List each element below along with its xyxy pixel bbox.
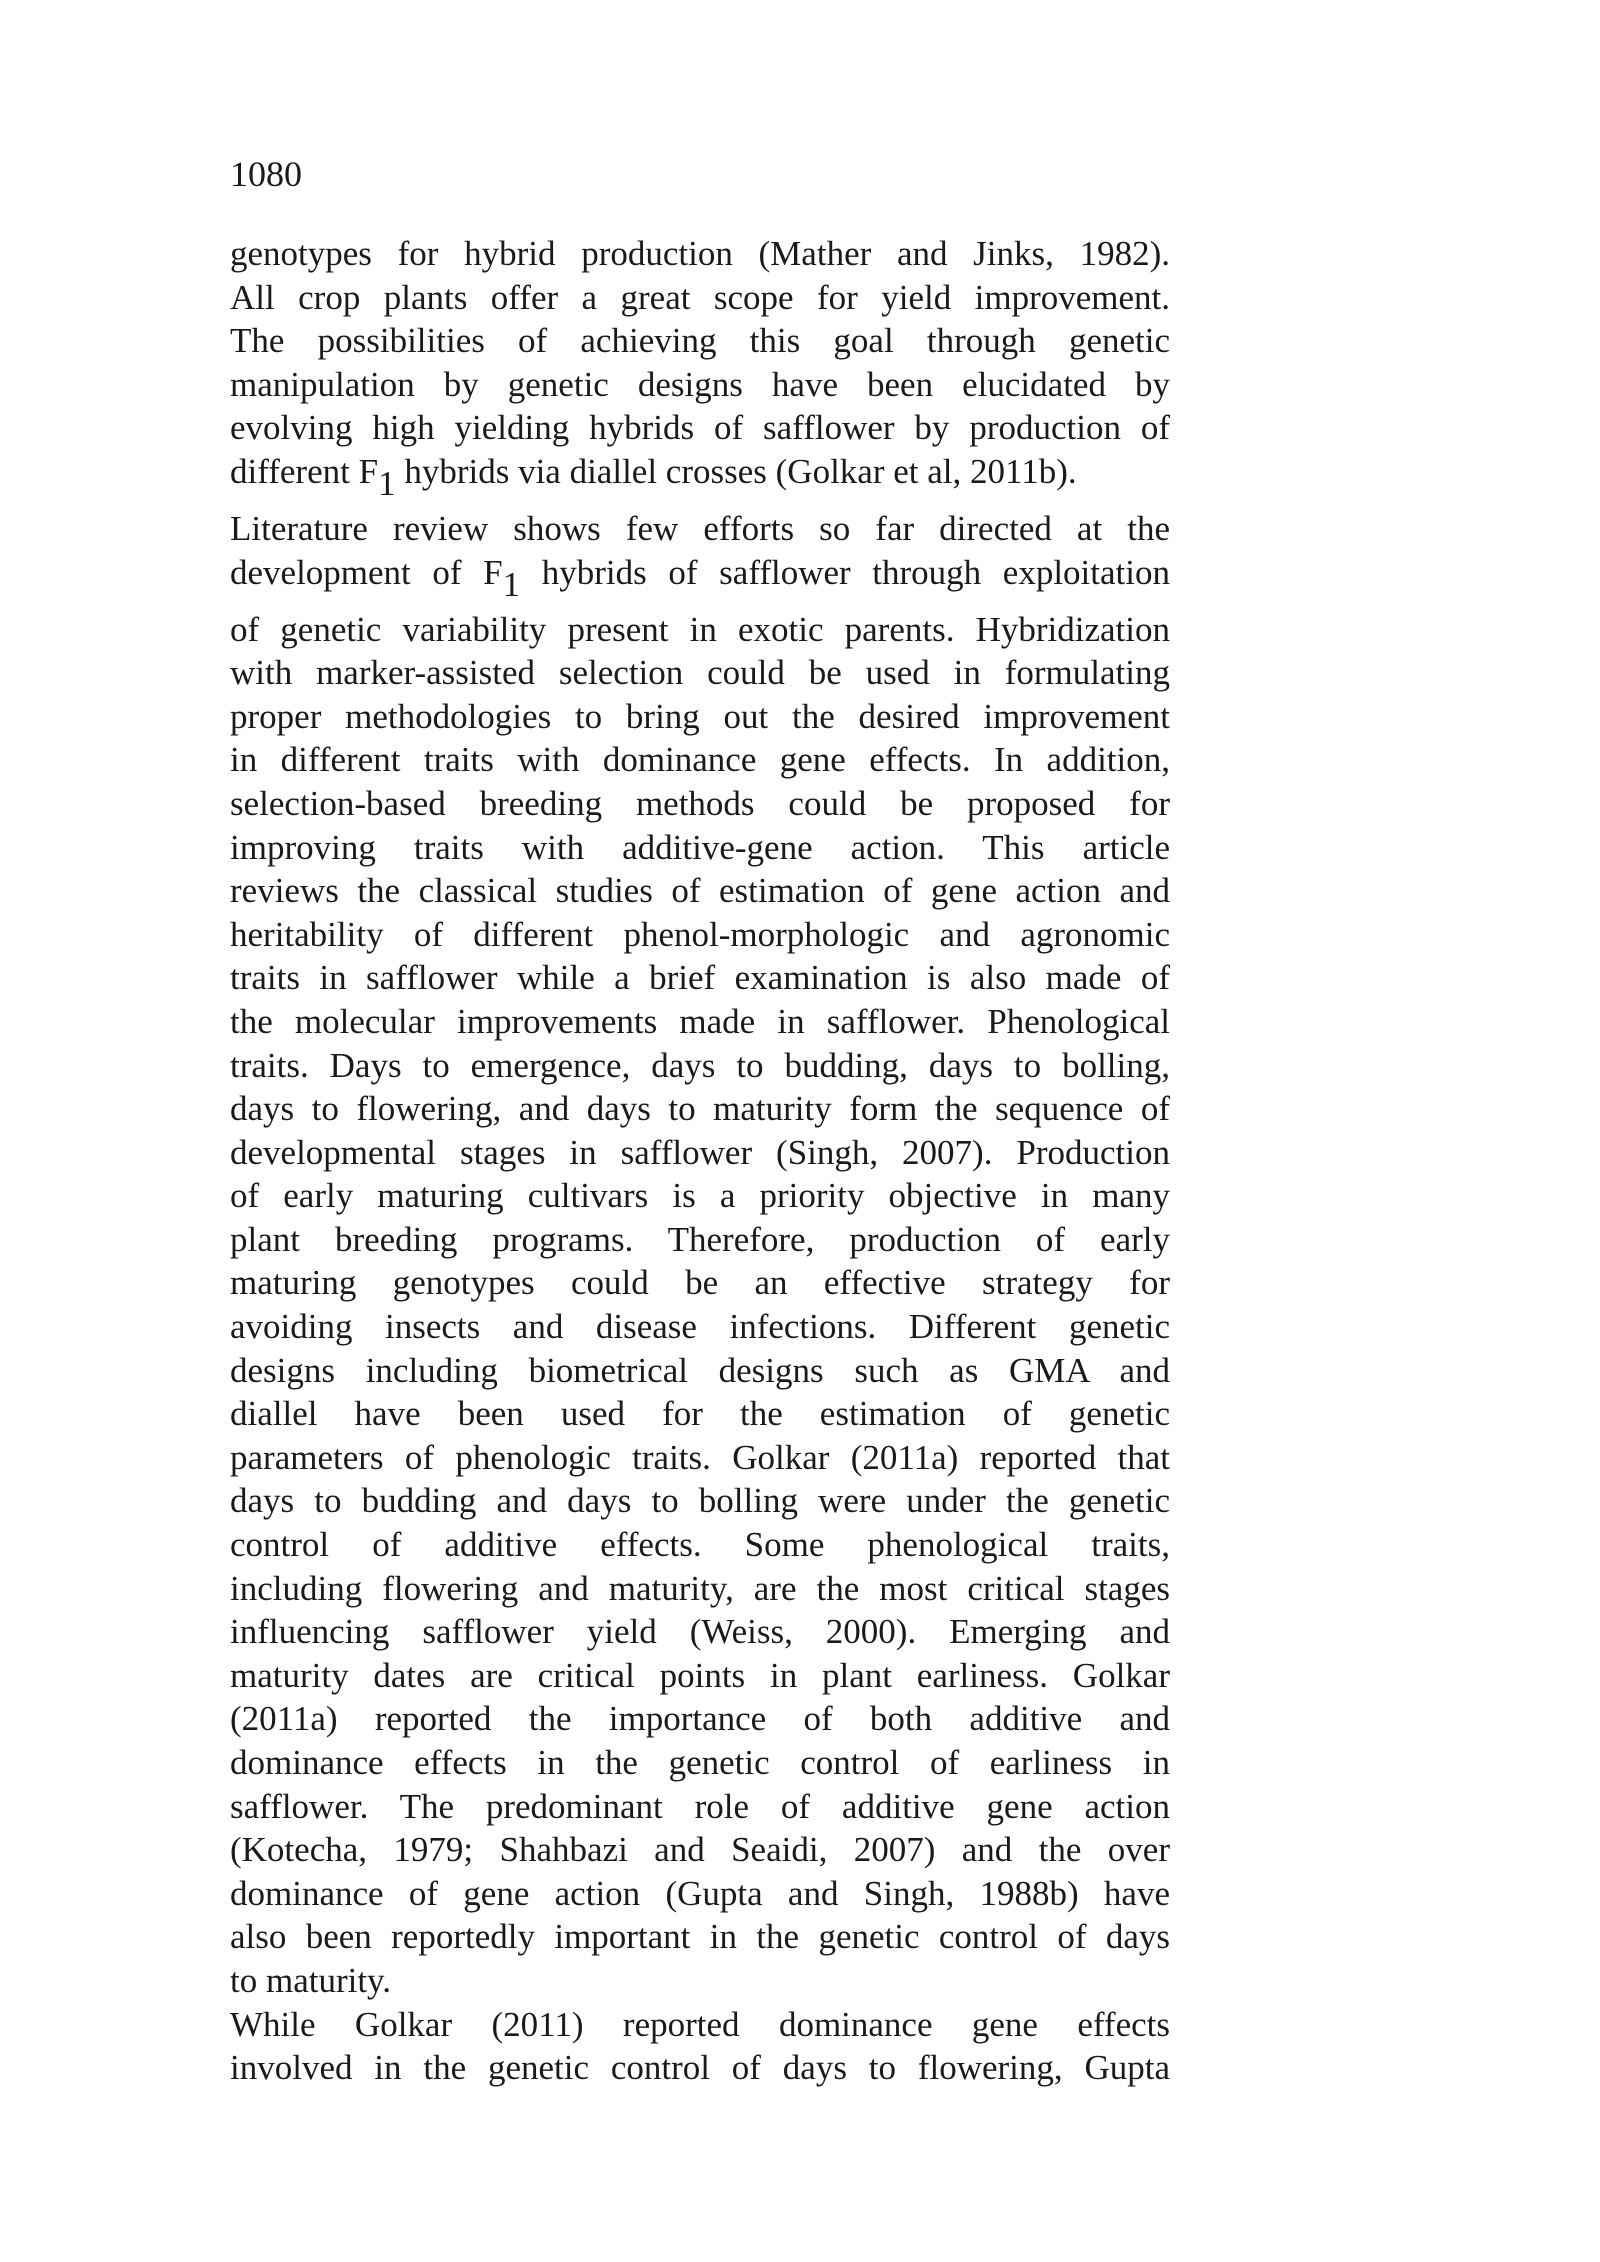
text-line: genotypes for hybrid production (Mather and Jinks, 1982). bbox=[230, 234, 1170, 273]
text-line: traits. Days to emergence, days to budding, days to bolling, bbox=[230, 1045, 1170, 1085]
text-line: with marker-assisted selection could be used in formulating bbox=[230, 653, 1170, 693]
text-line: All crop plants offer a great scope for yield improvement. bbox=[230, 277, 1170, 317]
body-text bbox=[230, 232, 1170, 2090]
text-line: designs including biometrical designs such as GMA and bbox=[230, 1350, 1170, 1390]
text-line: of early maturing cultivars is a priority objective in many bbox=[230, 1176, 1170, 1216]
text-line: avoiding insects and disease infections. Different genetic bbox=[230, 1307, 1170, 1347]
text-line: dominance of gene action (Gupta and Singh, 1988b) have bbox=[230, 1873, 1170, 1913]
text-line: diallel have been used for the estimation of genetic bbox=[230, 1394, 1170, 1434]
text-line: parameters of phenologic traits. Golkar (2011a) reported that bbox=[230, 1437, 1170, 1477]
text-line: in different traits with dominance gene effects. In addition, bbox=[230, 740, 1170, 780]
text-line: also been reportedly important in the genetic control of days bbox=[230, 1917, 1170, 1957]
text-line: While Golkar (2011) reported dominance gene effects bbox=[230, 2004, 1170, 2044]
text-line: (2011a) reported the importance of both additive and bbox=[230, 1699, 1170, 1739]
text-line: manipulation by genetic designs have been elucidated by bbox=[230, 364, 1170, 404]
text-line: dominance effects in the genetic control of earliness in bbox=[230, 1743, 1170, 1782]
text-line: plant breeding programs. Therefore, production of early bbox=[230, 1219, 1170, 1259]
text-line: improving traits with additive-gene action. This article bbox=[230, 827, 1170, 867]
text-line: safflower. The predominant role of additive gene action bbox=[230, 1786, 1170, 1826]
text-line bbox=[230, 551, 1170, 608]
text-line bbox=[230, 450, 1170, 507]
text-line: heritability of different phenol-morphologic and agronomic bbox=[230, 914, 1170, 954]
text-line: (Kotecha, 1979; Shahbazi and Seaidi, 2007) and the over bbox=[230, 1830, 1170, 1870]
text-line: traits in safflower while a brief examination is also made of bbox=[230, 958, 1170, 998]
text-line: involved in the genetic control of days to flowering, Gupta bbox=[230, 2048, 1170, 2088]
text-line: influencing safflower yield (Weiss, 2000). Emerging and bbox=[230, 1612, 1170, 1652]
text-line: of genetic variability present in exotic parents. Hybridization bbox=[230, 609, 1170, 649]
subscript: 1 bbox=[502, 564, 521, 604]
text-line: Literature review shows few efforts so far directed at the bbox=[230, 508, 1170, 548]
text-line: The possibilities of achieving this goal through genetic bbox=[230, 321, 1170, 361]
text-fragment: development of F bbox=[230, 552, 503, 592]
text-line: reviews the classical studies of estimation of gene action and bbox=[230, 871, 1170, 911]
text-line: the molecular improvements made in safflower. Phenological bbox=[230, 1001, 1170, 1041]
text-line: developmental stages in safflower (Singh, 2007). Production bbox=[230, 1132, 1170, 1172]
text-line: days to flowering, and days to maturity form the sequence of bbox=[230, 1089, 1170, 1129]
text-line: maturing genotypes could be an effective strategy for bbox=[230, 1263, 1170, 1303]
text-fragment: hybrids via diallel crosses (Golkar et al, 2011b). bbox=[395, 451, 1077, 491]
subscript: 1 bbox=[378, 463, 396, 503]
text-line: selection-based breeding methods could be proposed for bbox=[230, 783, 1170, 823]
text-line: to maturity. bbox=[230, 1960, 392, 2000]
text-fragment: hybrids of safflower through exploitation bbox=[520, 552, 1170, 592]
text-line: maturity dates are critical points in plant earliness. Golkar bbox=[230, 1655, 1170, 1695]
text-line: including flowering and maturity, are the most critical stages bbox=[230, 1568, 1170, 1608]
page-number: 1080 bbox=[230, 154, 302, 194]
text-line: days to budding and days to bolling were under the genetic bbox=[230, 1481, 1170, 1521]
text-line: proper methodologies to bring out the desired improvement bbox=[230, 696, 1170, 736]
text-line: control of additive effects. Some phenological traits, bbox=[230, 1525, 1170, 1565]
text-fragment: different F bbox=[230, 451, 379, 491]
text-line: evolving high yielding hybrids of safflower by production of bbox=[230, 408, 1170, 448]
